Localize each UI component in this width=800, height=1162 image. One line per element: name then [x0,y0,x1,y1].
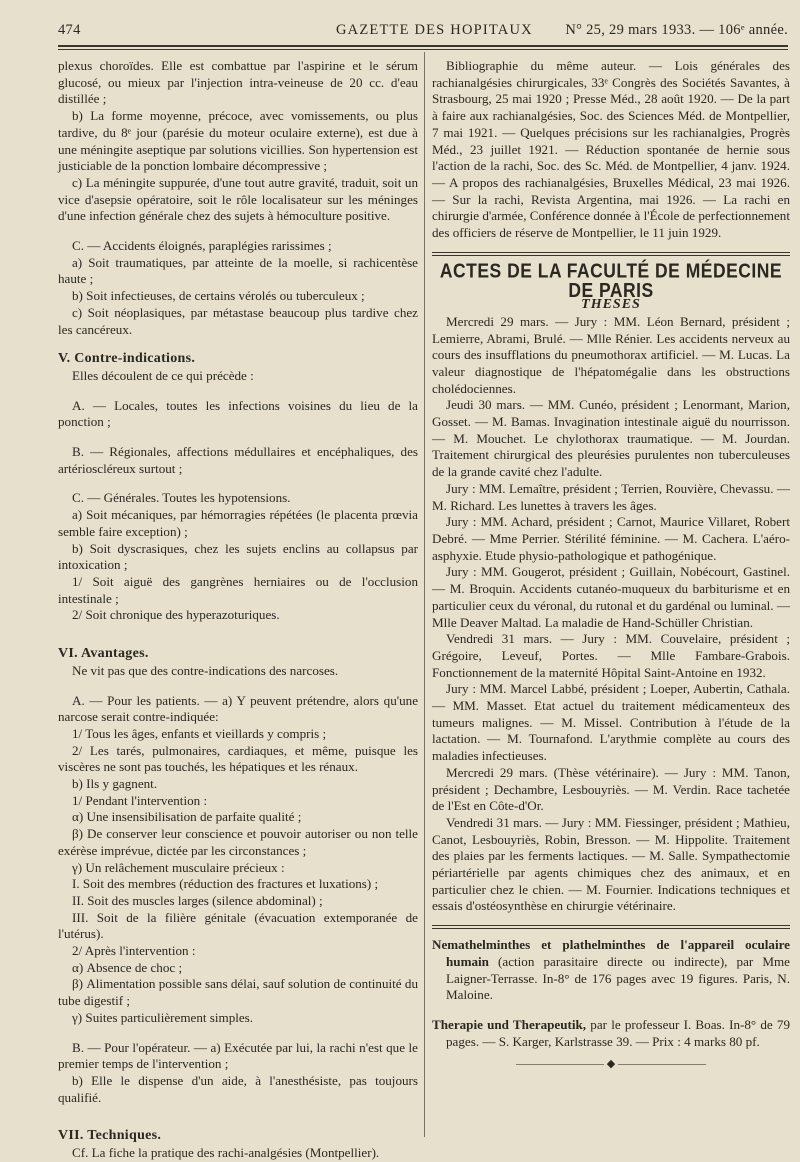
journal-title: GAZETTE DES HOPITAUX [336,22,533,38]
issue-info: N° 25, 29 mars 1933. — 106ᵉ année. [565,22,788,38]
paragraph: C. — Générales. Toutes les hypotensions. [72,490,291,506]
paragraph: 1/ Tous les âges, enfants et vieillards y compris ; [72,725,327,741]
thesis-entry: Mercredi 29 mars. (Thèse vétérinaire). — Jury : MM. Tanon, président ; Dechambre, Lesbouyriès. — M. Verdin. Race tachetée de l'Est en Côte-d'Or. [432,764,790,814]
theses-heading: THESES [581,297,641,313]
paragraph: c) La méningite suppurée, d'une tout autre gravité, traduit, soit un vice d'asepsie opératoire, soit le rôle localisateur sur les méninges d'une infection générale chez des sujets à hémoculture positive. [58,174,418,224]
page-header [58,20,788,44]
header-rule-thick [58,45,788,47]
paragraph: II. Soit des muscles larges (silence abdominal) ; [72,892,323,908]
thesis-entry: Jury : MM. Marcel Labbé, président ; Loeper, Aubertin, Cathala. — MM. Masset. Etat actuel du traitement médicamenteux des tumeurs malignes. — M. Missel. Contribution à l'étude de la lactation. — M. Tournafond. L'arythmie complète au cours des maladies infectieuses. [432,681,790,764]
paragraph: Ne vit pas que des contre-indications des narcoses. [72,662,339,678]
paragraph: B. — Régionales, affections médullaires et encéphaliques, des artérioscléreux surtout ; [58,444,418,476]
paragraph: Cf. La fiche la pratique des rachi-analgésies (Montpellier). [72,1145,380,1161]
paragraph: a) Soit traumatiques, par atteinte de la moelle, si rachicentèse haute ; [58,254,418,287]
paragraph: A. — Locales, toutes les infections voisines du lieu de la ponction ; [58,397,418,430]
paragraph: 2/ Les tarés, pulmonaires, cardiaques, et même, puisque les viscères ne sont pas touchés, les hépatiques et les rénaux. [58,742,418,775]
section-divider [432,925,790,929]
paragraph: b) Soit infectieuses, de certains vérolés ou tuberculeux ; [72,288,365,304]
thesis-entry: Jury : MM. Lemaître, président ; Terrien, Rouvière, Chevassu. — M. Richard. Les lunettes à travers les âges. [432,480,790,513]
paragraph: Elles découlent de ce qui précède : [72,367,254,383]
book-details: (action parasitaire directe ou indirecte), par Mme Laigner-Terrasse. In-8° de 176 pages avec 19 figures. Paris, N. Maloine. [446,953,790,1003]
paragraph: b) Soit dyscrasiques, chez les sujets enclins au collapsus par intoxication ; [58,540,418,573]
thesis-entry: Jury : MM. Gougerot, président ; Guillain, Nobécourt, Gastinel. — M. Broquin. Accidents cutanéo-muqueux du barbiturisme et en particulier ceux du véronal, du rutonal et du gardénal ou luminal. — Mlle Deaver Maltad. La maladie de Hand-Schüller Christian. [432,564,790,630]
paragraph: III. Soit de la filière génitale (évacuation extemporanée de l'utérus). [58,909,418,942]
paragraph: β) De conserver leur conscience et pouvoir autoriser ou non telle exérèse imprévue, dictée par les circonstances ; [58,826,418,858]
paragraph: A. — Pour les patients. — a) Y peuvent prétendre, alors qu'une narcose serait contre-indiquée: [58,692,418,725]
book-details: par le professeur I. Boas. In-8° de 79 pages. — S. Karger, Karlstrasse 39. — Prix : 4 marks 80 pf. [446,1016,790,1049]
right-column [432,58,790,1073]
book-notice [432,1017,790,1050]
paragraph: γ) Un relâchement musculaire précieux : [72,859,285,875]
header-rule-thin [58,49,788,50]
thesis-entry: Vendredi 31 mars. — Jury : MM. Fiessinger, président ; Mathieu, Canot, Lesbouyriès, Robin, Bresson. — M. Hippolite. Traitement des plaies par les ferments lactiques. — M. Salle. Sympathectomie périartérielle par agents chimiques chez des animaux, et en particulier chez le chien. — M. Fournier. Indications techniques et essais d'ostéosynthèse en chirurgie vétérinaire. [432,814,790,914]
ornament-divider: ———————— ◆ ———————— [516,1058,706,1071]
book-notice [432,937,790,1004]
section-heading: VII. Techniques. [58,1128,162,1144]
paragraph: b) Ils y gagnent. [72,776,158,792]
thesis-entry: Jury : MM. Achard, président ; Carnot, Maurice Villaret, Robert Debré. — Mme Perrier. Stérilité féminine. — M. Cachera. L'aéro-asphyxie. Etude physio-pathologique et pathogénique. [432,514,790,563]
bibliography: Bibliographie du même auteur. — Lois générales des rachianalgésies chirurgicales, 33ᵉ Congrès des Sociétés Savantes, à Strasbourg, 25 mai 1920 ; Presse Méd., 28 août 1920. — De la part à faire aux rachianalgésies, Soc. des Sciences Méd. de Montpellier, 7 mai 1921. — Quelques précisions sur les rachianalgies, Progrès Méd., 23 juillet 1921. — Réduction spontanée de hernie sous l'action de la rachi, Soc. des Sc. Méd. de Montpellier, 4 janv. 1924. — A propos des rachianalgésies, Bruxelles Médical, 23 mai 1926. — Sur la rachi, Revista Argentina, mai 1926. — La rachi en chirurgie d'armée, Conférence donnée à l'École de perfectionnement des officiers de réserve de Montpellier, le 11 juin 1929. [432,58,790,241]
paragraph: α) Une insensibilisation de parfaite qualité ; [72,809,302,825]
paragraph: b) La forme moyenne, précoce, avec vomissements, ou plus tardive, du 8ᵉ jour (parésie du moteur oculaire externe), est due à une méningite aseptique par solutions vicillies. Son hypertension est justiciable de la ponction lombaire décompressive ; [58,108,418,174]
thesis-entry: Jeudi 30 mars. — MM. Cunéo, président ; Lenormant, Marion, Gosset. — M. Bamas. Invagination intestinale aiguë du nourrisson. — M. Mouchet. Le chylothorax traumatique. — M. Jourdan. Traitement chirurgical des pleurésies purulentes non tuberculeuses de la grande cavité chez l'adulte. [432,397,790,480]
thesis-entry: Mercredi 29 mars. — Jury : MM. Léon Bernard, président ; Lemierre, Abrami, Brulé. — Mlle Rénier. Les accidents nerveux au cours des insufflations du pneumothorax artificiel. — M. Lucas. La valeur diagnostique de l'hépatomégalie dans les obstructions cholédociennes. [432,313,790,396]
paragraph: plexus choroïdes. Elle est combattue par l'aspirine et le sérum glucosé, ou mieux par l'injection intra-veineuse de 20 cc. d'eau distillée ; [58,58,418,107]
paragraph: c) Soit néoplasiques, par métastase beaucoup plus tardive chez les cancéreux. [58,304,418,337]
paragraph: γ) Suites particulièrement simples. [72,1009,254,1025]
book-title: Nemathelminthes et plathelminthes de l'appareil oculaire humain [432,937,790,969]
paragraph: a) Soit mécaniques, par hémorragies répétées (le placenta prœvia semble faire exception) ; [58,507,418,539]
paragraph: α) Absence de choc ; [72,959,183,975]
paragraph: I. Soit des membres (réduction des fractures et luxations) ; [72,876,379,892]
thesis-entry: Vendredi 31 mars. — Jury : MM. Couvelaire, président ; Grégoire, Leveuf, Portes. — Mlle Fambare-Grabois. Fonctionnement de la maternité Hôpital Saint-Antoine en 1932. [432,631,790,680]
paragraph: C. — Accidents éloignés, paraplégies rarissimes ; [72,238,332,254]
paragraph: 2/ Soit chronique des hyperazoturiques. [72,607,280,623]
faculty-acts-title: ACTES DE LA FACULTÉ DE MÉDECINE DE PARIS [439,258,783,302]
paragraph: 1/ Pendant l'intervention : [72,792,208,808]
page-number: 474 [58,22,81,38]
paragraph: 1/ Soit aiguë des gangrènes herniaires ou de l'occlusion intestinale ; [58,573,418,606]
column-divider [424,52,425,1137]
paragraph: β) Alimentation possible sans délai, sauf solution de continuité du tube digestif ; [58,976,418,1009]
paragraph: b) Elle le dispense d'un aide, à l'anesthésiste, pas toujours qualifié. [58,1072,418,1105]
paragraph: 2/ Après l'intervention : [72,943,196,959]
section-divider [432,252,790,256]
section-heading: VI. Avantages. [58,646,149,662]
left-column [58,58,418,1162]
paragraph: B. — Pour l'opérateur. — a) Exécutée par lui, la rachi n'est que le premier temps de l'intervention ; [58,1039,418,1072]
section-heading: V. Contre-indications. [58,351,196,367]
book-title: Therapie und Therapeutik, [432,1016,587,1032]
